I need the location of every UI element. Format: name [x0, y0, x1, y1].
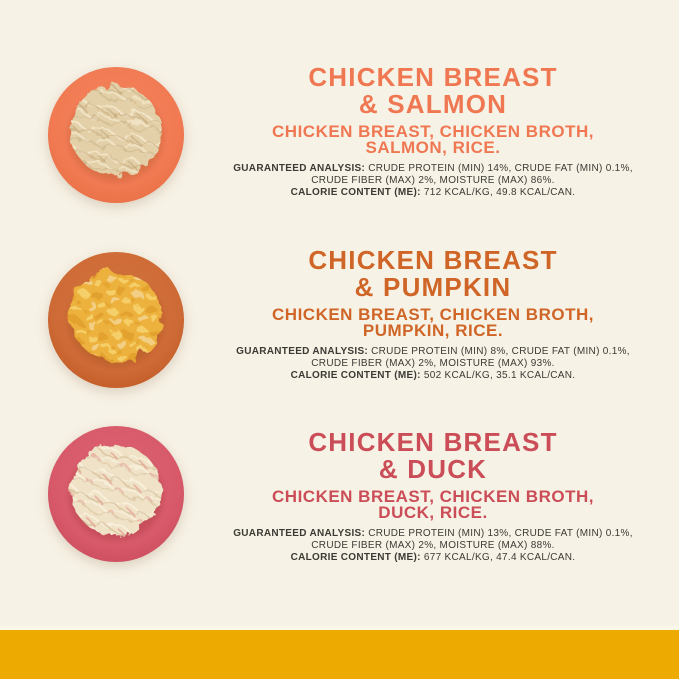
analysis-label: GUARANTEED ANALYSIS:	[236, 346, 369, 358]
guaranteed-analysis: GUARANTEED ANALYSIS: CRUDE PROTEIN (MIN) 8%, CRUDE FAT (MIN) 0.1%, CRUDE FIBER (MAX) 2%, MOISTURE (MAX) 93%. CALORIE CONTENT (ME): 502 KCAL/KG, 35.1 KCAL/CAN.	[236, 346, 630, 382]
shredded-duck-plate-icon	[47, 425, 185, 563]
pumpkin-mash-plate-icon	[47, 251, 185, 389]
product-title: CHICKEN BREAST & SALMON	[308, 62, 558, 120]
analysis-label: GUARANTEED ANALYSIS:	[233, 528, 366, 540]
calorie-label: CALORIE CONTENT (ME):	[290, 370, 421, 382]
bottom-accent-bar	[0, 630, 679, 679]
product-copy	[200, 429, 666, 564]
shredded-chicken-plate-icon	[47, 66, 185, 204]
ingredients-list: CHICKEN BREAST, CHICKEN BROTH, SALMON, RICE.	[272, 122, 594, 158]
ingredients-list: CHICKEN BREAST, CHICKEN BROTH, DUCK, RICE.	[272, 487, 594, 523]
guaranteed-analysis: GUARANTEED ANALYSIS: CRUDE PROTEIN (MIN) 13%, CRUDE FAT (MIN) 0.1%, CRUDE FIBER (MAX) 2%, MOISTURE (MAX) 88%. CALORIE CONTENT (ME): 677 KCAL/KG, 47.4 KCAL/CAN.	[233, 528, 633, 564]
product-copy	[200, 247, 666, 382]
calorie-label: CALORIE CONTENT (ME):	[290, 187, 421, 199]
ingredients-list: CHICKEN BREAST, CHICKEN BROTH, PUMPKIN, RICE.	[272, 305, 594, 341]
analysis-label: GUARANTEED ANALYSIS:	[233, 163, 366, 175]
product-title: CHICKEN BREAST & PUMPKIN	[308, 245, 558, 303]
product-title: CHICKEN BREAST & DUCK	[308, 427, 558, 485]
guaranteed-analysis: GUARANTEED ANALYSIS: CRUDE PROTEIN (MIN) 14%, CRUDE FAT (MIN) 0.1%, CRUDE FIBER (MAX) 2%, MOISTURE (MAX) 86%. CALORIE CONTENT (ME): 712 KCAL/KG, 49.8 KCAL/CAN.	[233, 163, 633, 199]
calorie-label: CALORIE CONTENT (ME):	[290, 552, 421, 564]
product-copy	[200, 64, 666, 199]
